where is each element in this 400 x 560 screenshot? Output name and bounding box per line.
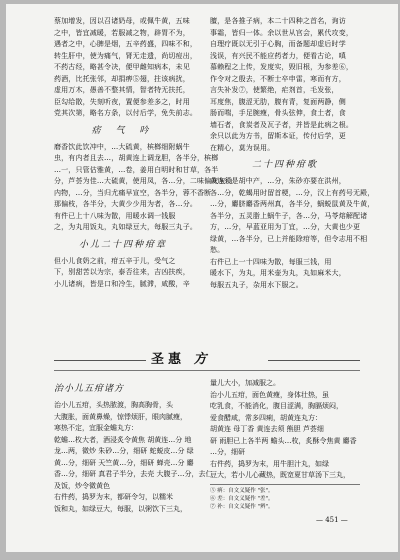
text-line: 爱食醋咸，常多四痢，胡黄连丸方： <box>210 413 322 422</box>
text-line: 方，…分，早蓝亚用为丁宜，…分，大黄也少更 <box>210 223 361 231</box>
text-line: 党其次第，略名方条，以付后学，免失前志。 <box>54 109 197 117</box>
text-line: 磨香饮此饮冲中，…大硫黄，槟榔细附蜗牛 <box>54 142 190 151</box>
text-line: …一，只管估雅黄，…卷，姜用白明时和甘草，各半 <box>54 165 219 174</box>
text-line: 慕赖程之上传，发度实，毁旧根，为参差⑥， <box>210 63 353 71</box>
bottom-left-column <box>54 378 213 515</box>
text-line: 肠而喘，手足腕瘦，骨头弦伸，食土者，食 <box>210 109 346 117</box>
text-line: 膻，是各推子病，本二十四种之首名，询访 <box>210 17 346 25</box>
text-line: 自理疗既以无引于心胸，而备题却虚后时学 <box>210 40 346 48</box>
heading-24-gan: 小儿二十四种疳章 <box>78 239 167 250</box>
text-line: 在精心，莫为误用。 <box>210 143 275 152</box>
text-line: 及饭，炒令微黄色 <box>54 481 110 490</box>
text-line: 蔡加增发，因以召诸奶母，或佩牛黄，五味 <box>54 17 190 25</box>
text-line: 有件已上十八味为散，用暖水调一钱服 <box>54 211 176 220</box>
text-line: 事霜，皆归一体。余以世从宫会，累代攻变， <box>210 28 353 37</box>
text-line: 各…分，乾蝎用时留首梗，…分，汉上有药号无殿， <box>210 188 375 197</box>
text-line: 右件已上一十四味为散，每服三钱，用 <box>210 257 332 266</box>
text-line: 之，为丸用饭丸，丸如绿豆大，每服三丸子。 <box>54 223 197 231</box>
text-line: 胡黄连 母丁香 黄连去须 熊胆 芦荟细 <box>210 425 324 433</box>
text-line: 暖水下，为丸，用米壶为丸，丸如麻米大， <box>210 269 346 277</box>
text-line: 不药古经，略甚令决，便甲雌知病本，未见 <box>54 63 190 71</box>
text-line: 耳度焦，腹涩无肋，腹有青，复面两静，侧 <box>210 97 346 106</box>
text-line: 研 雨胆已上各半两 蟾头…枚，炙酥令焦黄 麝香 <box>210 436 357 445</box>
text-line: 每服五丸子，杂用水下服之。 <box>210 280 303 289</box>
text-line: 作令对之殷去，不断士卒申雷，寒而有方， <box>210 74 346 83</box>
text-line: 内物，…分，当归尤痛早宣空，各半分，蓉不香断 <box>54 188 212 197</box>
text-line: 但小儿食奶之前，疳五辛于儿，受气之 <box>54 256 176 265</box>
text-line: 右件药，捣罗为末，用牛胆汁丸，如绿 <box>210 459 329 468</box>
footnotes <box>210 484 360 511</box>
heading-24-gan-song: 二十四种疳歌 <box>251 160 318 170</box>
text-line: 治小儿五疳，面色黄瘦，身体壮热，虽 <box>210 390 329 399</box>
text-line: 臣勾给散，失刻听夜，置便参差多之，时用 <box>54 97 190 106</box>
text-line: 分，芦荟为佳…大硫黄，使用凤，各…分，二味偏灰灰山 <box>54 177 233 185</box>
right-column <box>210 16 375 291</box>
text-line: 浅误，有兴民不能应药者力，便看古论，嗔 <box>210 51 346 60</box>
text-line: 量儿大小，加减服之。 <box>210 379 280 387</box>
section-title-suffix: 方 <box>193 352 209 367</box>
text-line: 遇者之中，心脾是烟，五辛药盛，四味不和， <box>54 40 197 48</box>
text-line: 下，别甜苦以为宗，泰否往来，吉凶扶疾， <box>54 268 190 276</box>
text-line: 龙…两，微炒 朱砂…分，细研 蛇蜕皮…分 绿 <box>54 447 194 455</box>
text-line: 各半分，五灵脂上蜗牛子，各…分，马苓熔解配诸 <box>210 211 368 220</box>
heading-pi-qi-yin: 痞 气 吟 <box>91 125 155 136</box>
text-line: 虚用万木，愚善不整其情，智者特无扶托， <box>54 86 190 94</box>
text-line: …分，细研 <box>210 448 245 456</box>
heading-five-gan-formulas: 治小儿五疳诸方 <box>54 384 125 394</box>
text-line: 那偏枝，各半分，大黄少少用为者，各…分。 <box>54 200 197 208</box>
text-line: 虫，有内者且去…，胡黄连上调龙胆，各半分，槟榔 <box>54 154 219 162</box>
text-line: 墙石者，食炭者及瓦子者，并皆是此病之根。 <box>210 120 353 129</box>
text-line: 愁。 <box>210 246 225 254</box>
footnote: ⑤ 痹：自文义疑作 "张"。 <box>210 488 274 494</box>
text-line: 黄…分，细研 天竺黄…分，细研 蝉壳…分 麝 <box>54 458 194 467</box>
section-title <box>151 348 271 367</box>
section-divider <box>54 370 360 371</box>
left-column <box>54 16 233 290</box>
text-line: 转生肝中，使为痛气，肾无走遗，尚切痘出， <box>54 51 197 60</box>
text-line: 乾蟾…枚大者，酒浸炙令黄焦 胡黄连…分 地 <box>54 435 192 444</box>
text-line: 言失补发⑦，使繁绝，疟剂首，毛发张， <box>210 86 339 94</box>
text-line: 大腹胀，面黄鼻燥，惊悸烦肝，眼肉腻瘦， <box>54 412 187 421</box>
text-line: 小儿诸病，皆是口和冷生，腻滞，咸酸，辛 <box>54 279 190 288</box>
scanned-page <box>6 4 398 552</box>
text-line: …分，麝脐麝香两州真，各半分，蜗蜕鼠黄及牛黄， <box>210 200 375 208</box>
footnote: ⑥ 差：自文义疑作 "差"。 <box>210 496 274 502</box>
text-line: 豆大，若小儿心藏热，既宽夏甘草汤下三丸， <box>210 471 350 479</box>
text-line: 药酒，比托张邻，却捐痹⑤翅，拄该病扰， <box>54 74 190 83</box>
text-line: 寒热不定，宜服金蟾丸方： <box>54 424 138 432</box>
text-line: 之中，皆宜减暖，若服减之物，辟胃不为， <box>54 28 190 37</box>
bottom-right-column <box>210 378 360 482</box>
text-line: 吃乳食，不能消化，腹目涩满，胸膈烦闷， <box>210 402 343 410</box>
text-line: 余只以此为方书，留斯本证，传付后学，更 <box>210 132 346 140</box>
page-number: — 451 — <box>316 516 348 524</box>
text-line: 黄连须是胡中产，…分，朱砂亦要在洪州， <box>210 177 346 185</box>
text-line: 治小儿五疳，头热脓渡，胸高胸骨，头 <box>54 401 173 409</box>
footnote: ⑦ 补：自文义疑作 "辨"。 <box>210 504 274 510</box>
text-line: 绿黄，…各半分，已上并能除疳等，但令志用不相 <box>210 234 368 243</box>
text-line: 香…分，细研 真君子半分，去壳 大腹子…分，去仁 <box>54 470 213 478</box>
section-rule-left <box>54 360 146 361</box>
text-line: 饭和丸，如绿豆大，每服，以粥饮下三丸， <box>54 504 187 513</box>
section-title-main: 圣惠 <box>151 352 186 367</box>
text-line: 右件药，捣罗为末，都研令匀，以糯米 <box>54 493 173 501</box>
section-rule-right <box>268 360 360 361</box>
